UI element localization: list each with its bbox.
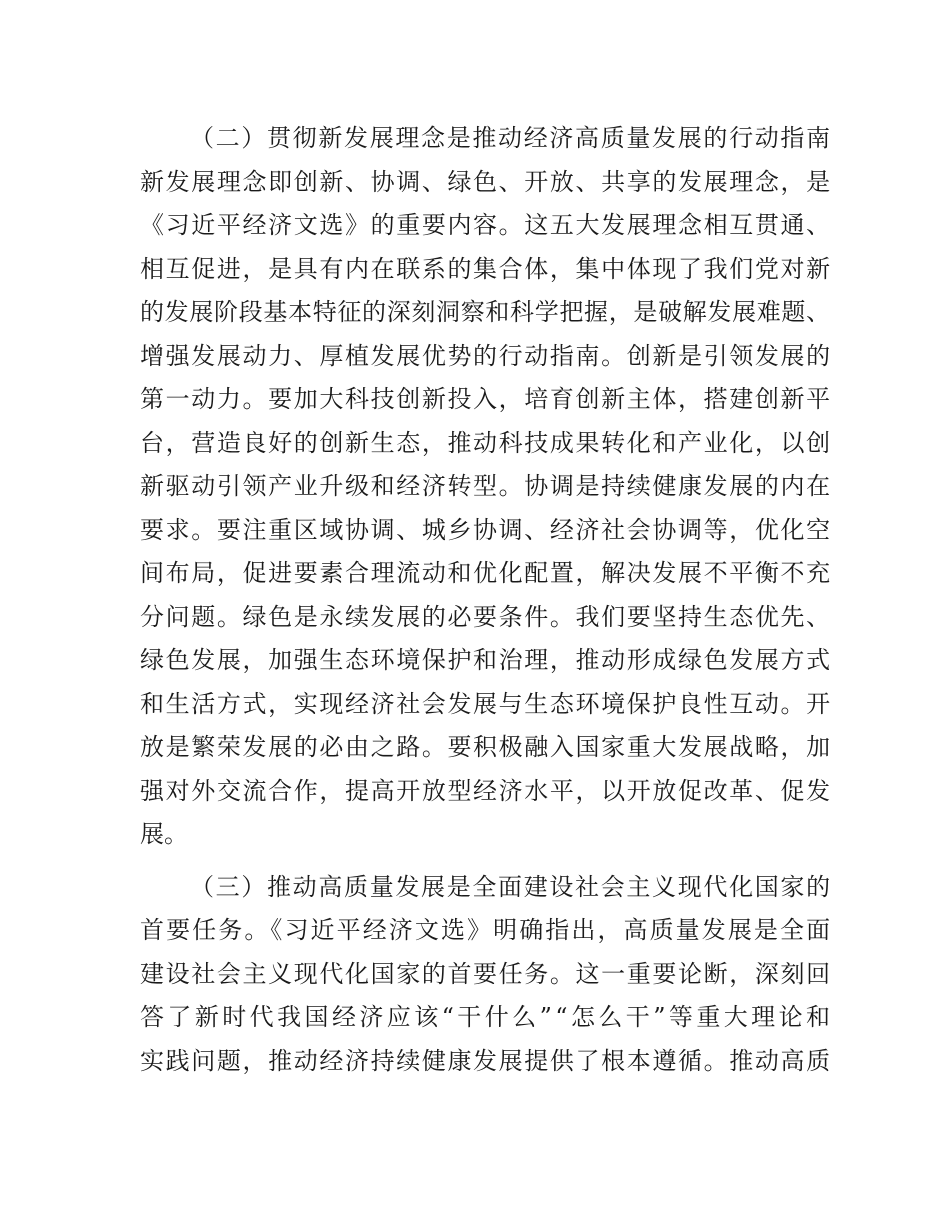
paragraph-1-line: 分问题。绿色是永续发展的必要条件。我们要坚持生态优先、 [140,603,832,631]
paragraph-1-line: 要求。要注重区域协调、城乡协调、经济社会协调等，优化空 [140,516,832,544]
paragraph-2-line: 首要任务。《习近平经济文选》明确指出，高质量发展是全面 [140,916,833,944]
paragraph-1-line: 增强发展动力、厚植发展优势的行动指南。创新是引领发展的 [140,342,832,370]
paragraph-2-heading-line: （三）推动高质量发展是全面建设社会主义现代化国家的 [190,873,832,901]
paragraph-1-line: 展。 [140,820,188,848]
paragraph-1-line: 台，营造良好的创新生态，推动科技成果转化和产业化，以创 [140,429,832,457]
paragraph-2-line: 建设社会主义现代化国家的首要任务。这一重要论断，深刻回 [140,960,832,988]
paragraph-1-line: 和生活方式，实现经济社会发展与生态环境保护良性互动。开 [140,690,832,718]
paragraph-1-line: 《习近平经济文选》的重要内容。这五大发展理念相互贯通、 [140,211,832,239]
paragraph-1-line: 第一动力。要加大科技创新投入，培育创新主体，搭建创新平 [140,385,832,413]
paragraph-1-line: 绿色发展，加强生态环境保护和治理，推动形成绿色发展方式 [140,646,832,674]
paragraph-1-line: 放是繁荣发展的必由之路。要积极融入国家重大发展战略，加 [140,733,832,761]
paragraph-1-line: 新驱动引领产业升级和经济转型。协调是持续健康发展的内在 [140,472,832,500]
paragraph-1-heading-line: （二）贯彻新发展理念是推动经济高质量发展的行动指南 [190,124,832,152]
paragraph-1-line: 间布局，促进要素合理流动和优化配置，解决发展不平衡不充 [140,559,832,587]
paragraph-1-line: 新发展理念即创新、协调、绿色、开放、共享的发展理念，是 [140,168,832,196]
paragraph-2-line: 实践问题，推动经济持续健康发展提供了根本遵循。推动高质 [140,1047,832,1075]
paragraph-1-line: 相互促进，是具有内在联系的集合体，集中体现了我们党对新 [140,255,832,283]
paragraph-2-line: 答了新时代我国经济应该“干什么”“怎么干”等重大理论和 [140,1003,834,1031]
paragraph-1-line: 的发展阶段基本特征的深刻洞察和科学把握，是破解发展难题、 [140,298,831,326]
paragraph-1-line: 强对外交流合作，提高开放型经济水平，以开放促改革、促发 [140,777,832,805]
